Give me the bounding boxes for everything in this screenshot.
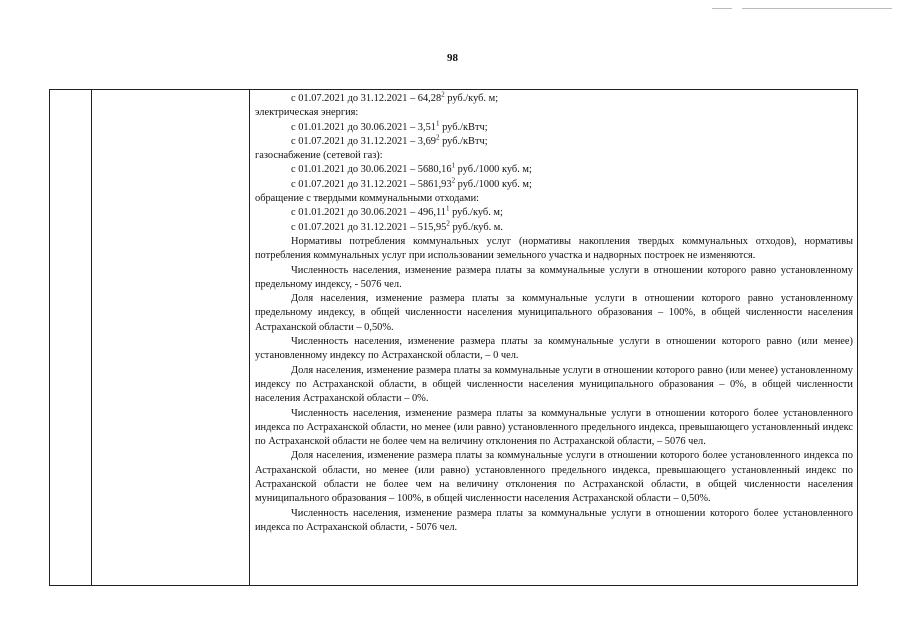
- tariff-line: [255, 121, 853, 135]
- tariff-line: [255, 135, 853, 149]
- tariff-line: [255, 163, 853, 177]
- tariff-unit: руб./куб. м;: [449, 207, 503, 219]
- section-heading: газоснабжение (сетевой газ):: [255, 150, 383, 162]
- paragraph: Численность населения, изменение размера платы за коммунальные услуги в отношении которого более установленного индекса по Астраханской области, - 5076 чел.: [255, 507, 853, 533]
- scan-artifact-line: [742, 8, 892, 9]
- paragraph: Численность населения, изменение размера платы за коммунальные услуги в отношении которого более установленного индекса по Астраханской области, но менее (или равно) установленного предельного индекса, превышающего установленный индекс по Астраханской области не более чем на величину отклонения по Астраханской области, – 5076 чел.: [255, 407, 853, 448]
- footnote-marker: 2: [435, 133, 440, 142]
- footnote-marker: 2: [441, 90, 445, 99]
- tariff-value: с 01.01.2021 до 30.06.2021 – 496,11: [291, 207, 446, 219]
- tariff-line: [255, 92, 853, 106]
- section-heading: обращение с твердыми коммунальными отходами:: [255, 193, 480, 205]
- paragraph: Доля населения, изменение размера платы за коммунальные услуги в отношении которого более установленного индекса по Астраханской области, но менее (или равно) установленного предельного индекса, превышающего установленный индекс по Астраханской области не более чем на величину отклонения по Астраханской области, в общей численности населения муниципального образования – 100%, в общей численности населения Астраханской области – 0,50%.: [255, 450, 853, 505]
- tariff-line: [255, 221, 853, 235]
- tariff-line: [255, 206, 853, 220]
- column-divider: [91, 90, 92, 585]
- table-text-cell: [255, 92, 853, 535]
- page-number: 98: [447, 52, 458, 64]
- scan-artifact-line: [712, 8, 732, 9]
- tariff-unit: руб./1000 куб. м;: [455, 164, 532, 176]
- tariff-unit: руб./кВтч;: [439, 121, 488, 133]
- tariff-unit: руб./куб. м.: [449, 221, 503, 233]
- section-heading: электрическая энергия:: [255, 107, 359, 119]
- footnote-marker: 1: [445, 204, 450, 213]
- tariff-value: с 01.01.2021 до 30.06.2021 – 5680,16: [291, 164, 452, 176]
- tariff-value: с 01.07.2021 до 31.12.2021 – 3,69: [291, 135, 436, 147]
- footnote-marker: 2: [446, 219, 450, 228]
- tariff-value: с 01.01.2021 до 30.06.2021 – 3,51: [291, 121, 436, 133]
- tariff-unit: руб./кВтч;: [439, 135, 488, 147]
- column-divider: [249, 90, 250, 585]
- paragraph: Доля населения, изменение размера платы за коммунальные услуги в отношении которого равно установленному предельному индексу, в общей численности населения муниципального образования – 100%, в общей численности населения Астраханской области – 0,50%.: [255, 293, 853, 333]
- paragraph: Доля населения, изменение размера платы за коммунальные услуги в отношении которого равно (или менее) установленному индексу по Астраханской области, в общей численности населения муниципального образования – 0%, в общей численности населения Астраханской области – 0%.: [255, 364, 853, 405]
- paragraph: Численность населения, изменение размера платы за коммунальные услуги в отношении которого равно установленному предельному индексу, - 5076 чел.: [255, 264, 853, 290]
- tariff-value: с 01.07.2021 до 31.12.2021 – 64,28: [291, 93, 442, 104]
- tariff-unit: руб./1000 куб. м;: [455, 178, 532, 190]
- paragraph: Нормативы потребления коммунальных услуг (нормативы накопления твердых коммунальных отходов), нормативы потребления коммунальных услуг при использовании земельного участка и надворных построек не изменяются.: [255, 235, 853, 262]
- tariff-value: с 01.07.2021 до 31.12.2021 – 515,95: [291, 221, 447, 233]
- tariff-line: [255, 178, 853, 192]
- footnote-marker: 1: [451, 162, 456, 171]
- paragraph: Численность населения, изменение размера платы за коммунальные услуги в отношении которого равно (или менее) установленному индексу по Астраханской области, – 0 чел.: [255, 336, 853, 362]
- document-table: [49, 89, 858, 586]
- footnote-marker: 1: [435, 119, 440, 128]
- tariff-unit: руб./куб. м;: [444, 93, 499, 104]
- tariff-value: с 01.07.2021 до 31.12.2021 – 5861,93: [291, 178, 452, 190]
- footnote-marker: 2: [451, 176, 456, 185]
